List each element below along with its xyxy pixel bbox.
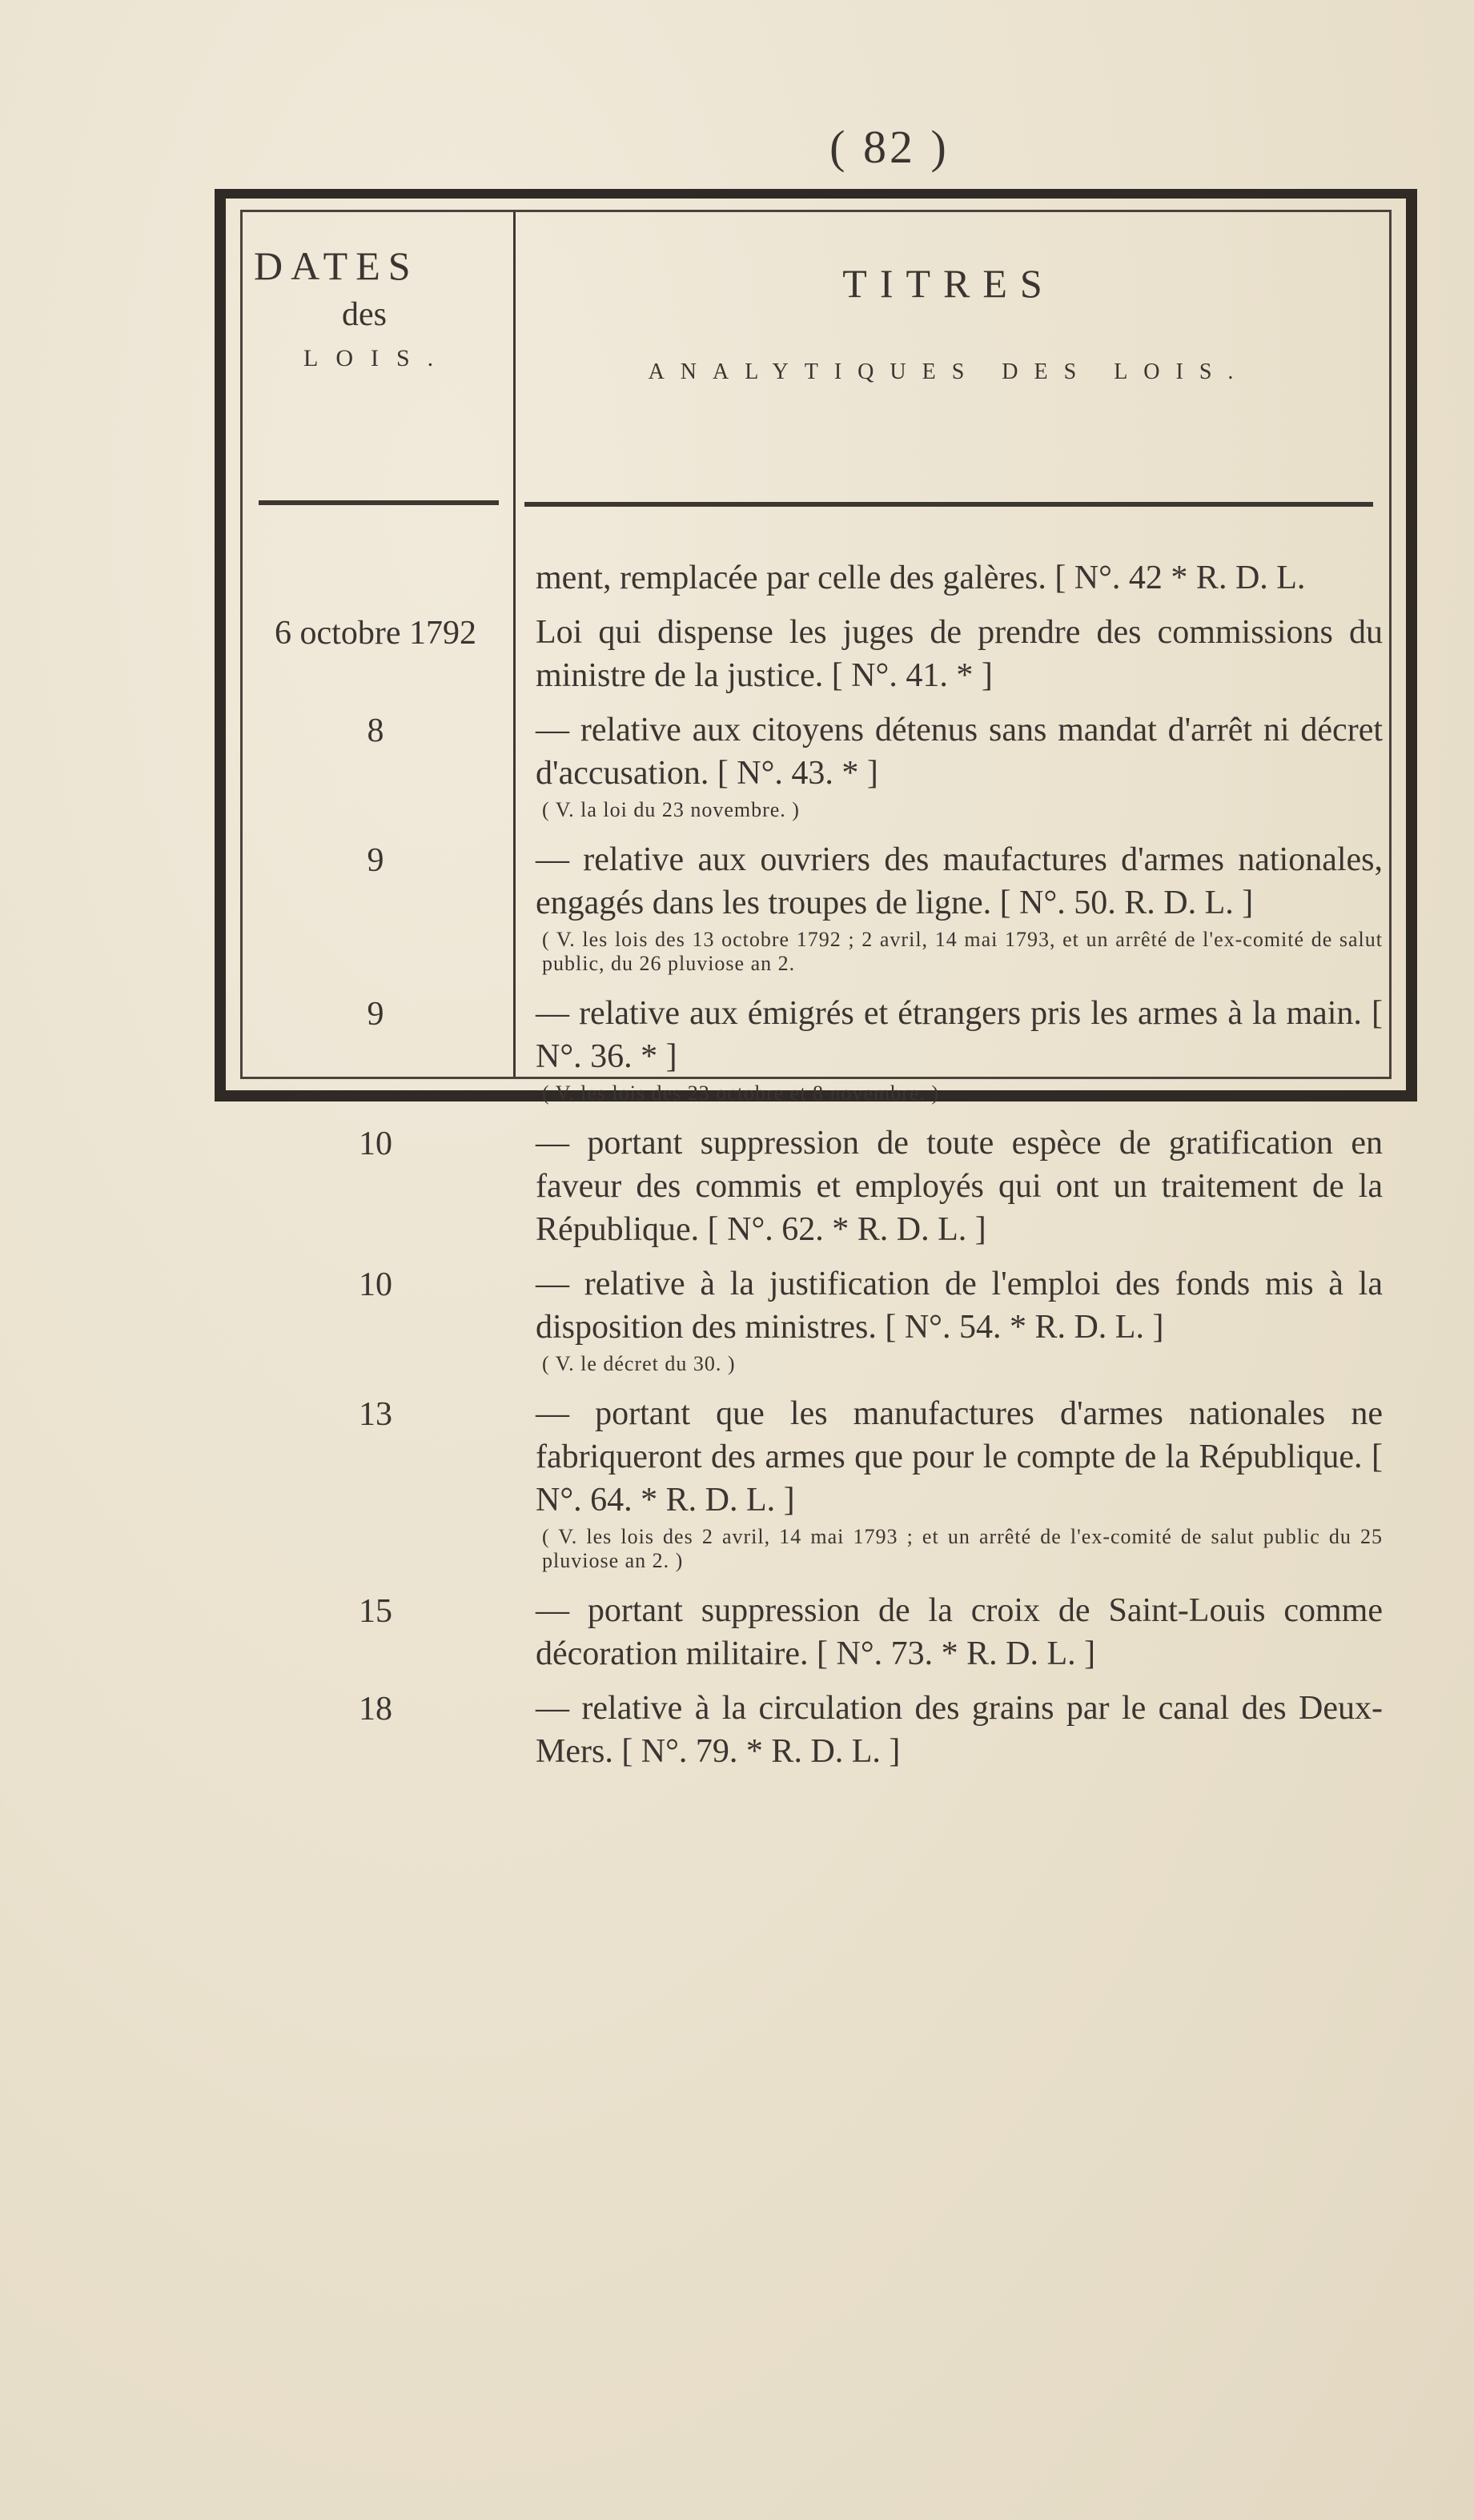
entry-date: 9 [367, 842, 384, 879]
entry-title-cell [508, 1262, 1383, 1381]
entries-list [243, 556, 1389, 1784]
entry-title: — portant suppression de la croix de Saint-Louis comme décoration militaire. [ N°. 73. * R. D. L. ] [536, 1592, 1383, 1672]
entry-title-cell [508, 556, 1383, 600]
entry-title: — relative à la justification de l'emploi des fonds mis à la disposition des ministres. [ N°. 54. * R. D. L. ] [536, 1266, 1383, 1346]
entry-title: — relative aux émigrés et étrangers pris les armes à la main. [ N°. 36. * ] [536, 995, 1383, 1075]
page-number: ( 82 ) [829, 121, 950, 173]
list-item [243, 611, 1389, 697]
entry-title-cell [508, 1122, 1383, 1251]
entry-title: — relative aux citoyens détenus sans mandat d'arrêt ni décret d'accusation. [ N°. 43. * ] [536, 712, 1383, 792]
list-item [243, 556, 1389, 600]
entry-title-cell [508, 838, 1383, 981]
entry-date [243, 556, 508, 558]
entry-title: — relative aux ouvriers des maufactures d'armes nationales, engagés dans les troupes de ligne. [ N°. 50. R. D. L. ] [536, 841, 1383, 921]
entry-date: 9 [367, 996, 384, 1033]
table-inner-border [240, 210, 1392, 1770]
list-item [243, 992, 1389, 1110]
entry-date: 10 [359, 1266, 392, 1303]
entry-title-cell [508, 1589, 1383, 1675]
header-rule-left [259, 500, 499, 505]
entry-date: 15 [359, 1593, 392, 1630]
entry-title: Loi qui dispense les juges de prendre des commissions du ministre de la justice. [ N°. 41. * ] [536, 614, 1383, 694]
table-frame [215, 189, 1417, 1770]
entry-title-cell [508, 992, 1383, 1110]
entry-title-cell [508, 1392, 1383, 1578]
entry-date: 6 octobre 1792 [275, 615, 476, 652]
list-item [243, 1687, 1389, 1773]
entry-title: — portant suppression de toute espèce de gratification en faveur des commis et employés qui ont un traitement de la République. [ N°. 62. * R. D. L. ] [536, 1125, 1383, 1248]
dates-header-line1: DATES [254, 243, 419, 288]
entry-title: — portant que les manufactures d'armes nationales ne fabriqueront des armes que pour le compte de la République. [ N°. 64. * R. D. L. ] [536, 1395, 1383, 1519]
header-rule-right [524, 502, 1373, 507]
list-item [243, 708, 1389, 827]
entry-date: 13 [359, 1396, 392, 1433]
list-item [243, 1262, 1389, 1381]
entry-note: ( V. le décret du 30. ) [542, 1352, 736, 1375]
entry-date: 18 [359, 1691, 392, 1727]
dates-header-line3: LOIS. [303, 345, 452, 371]
entry-note: ( V. la loi du 23 novembre. ) [542, 798, 800, 821]
list-item [243, 1589, 1389, 1675]
list-item [243, 1122, 1389, 1251]
entry-note: ( V. les lois des 13 octobre 1792 ; 2 avril, 14 mai 1793, et un arrêté de l'ex-comité de salut public, du 26 pluviose an 2. [542, 928, 1383, 975]
list-item [243, 1392, 1389, 1578]
entry-date: 8 [367, 712, 384, 749]
dates-column-header [254, 243, 502, 372]
titles-header-line1: TITRES [842, 261, 1055, 306]
titles-column-header [524, 260, 1373, 385]
entry-title: ment, remplacée par celle des galères. [ N°. 42 * R. D. L. [536, 560, 1306, 596]
dates-header-line2: des [342, 296, 387, 333]
entry-title-cell [508, 708, 1383, 827]
titles-header-line2: ANALYTIQUES DES LOIS. [648, 359, 1250, 384]
entry-note: ( V. les lois des 23 octobre et 8 novembre. ) [542, 1081, 940, 1105]
entry-title-cell [508, 611, 1383, 697]
list-item [243, 838, 1389, 981]
entry-note: ( V. les lois des 2 avril, 14 mai 1793 ; et un arrêté de l'ex-comité de salut public du 25 pluviose an 2. ) [542, 1525, 1383, 1572]
entry-title-cell [508, 1687, 1383, 1773]
entry-date: 10 [359, 1126, 392, 1162]
entry-title: — relative à la circulation des grains par le canal des Deux-Mers. [ N°. 79. * R. D. L. ] [536, 1690, 1383, 1770]
